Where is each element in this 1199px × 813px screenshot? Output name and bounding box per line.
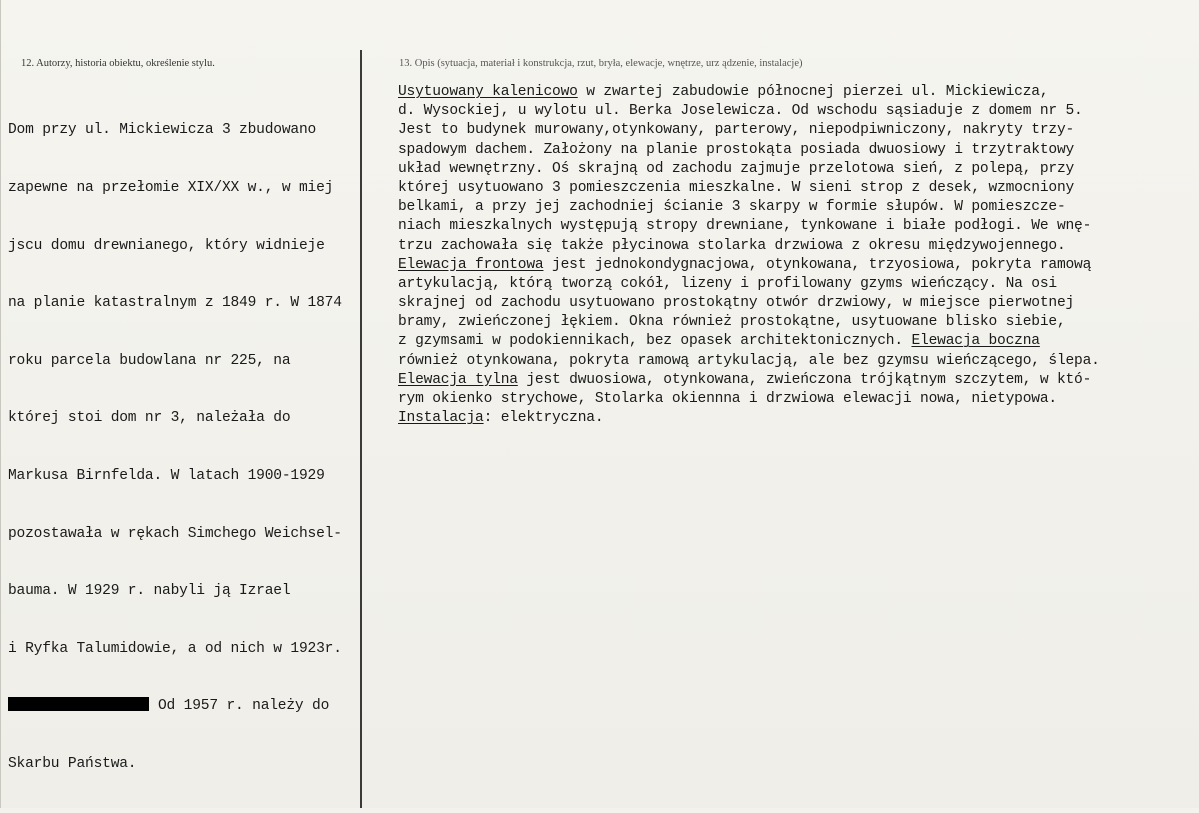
underlined-heading: Elewacja boczna bbox=[911, 333, 1040, 350]
description-line bbox=[398, 352, 1198, 371]
section-12-header: 12. Autorzy, historia obiektu, określenie stylu. bbox=[21, 58, 215, 69]
description-segment: w zwartej zabudowie północnej pierzei ul. Mickiewicza, bbox=[577, 84, 1049, 100]
description-segment: układ wewnętrzny. Oś skrajną od zachodu zajmuje przelotowa sień, z polepą, przy bbox=[398, 160, 1075, 177]
description-segment: skrajnej od zachodu usytuowano prostokątny otwór drzwiowy, w miejsce pierwotnej bbox=[398, 295, 1075, 312]
description-text bbox=[398, 83, 1198, 428]
description-line bbox=[398, 121, 1198, 140]
history-line: Skarbu Państwa. bbox=[8, 755, 137, 772]
history-line: bauma. W 1929 r. nabyli ją Izrael bbox=[8, 583, 291, 600]
description-line bbox=[398, 409, 1198, 428]
description-segment: jest dwuosiowa, otynkowana, zwieńczona trójkątnym szczytem, w któ- bbox=[517, 371, 1092, 388]
redaction-bar bbox=[8, 697, 149, 711]
description-line bbox=[398, 179, 1198, 198]
description-segment: d. Wysockiej, u wylotu ul. Berka Joselewicza. Od wschodu sąsiaduje z domem nr 5. bbox=[398, 103, 1083, 120]
history-line: na planie katastralnym z 1849 r. W 1874 bbox=[8, 295, 342, 312]
underlined-heading: Usytuowany kalenicowo bbox=[398, 84, 578, 100]
description-segment: trzu zachowała się także płycinowa stolarka drzwiowa z okresu międzywojennego. bbox=[398, 237, 1066, 254]
underlined-heading: Elewacja frontowa bbox=[398, 256, 544, 273]
description-segment: z gzymsami w podokiennikach, bez opasek architektonicznych. bbox=[398, 333, 912, 350]
history-line-redacted bbox=[8, 697, 358, 716]
description-line bbox=[398, 390, 1198, 409]
description-segment: artykulacją, którą tworzą cokół, lizeny i profilowany gzyms wieńczący. Na osi bbox=[398, 275, 1057, 292]
description-line bbox=[398, 294, 1198, 313]
description-segment: spadowym dachem. Założony na planie prostokąta posiada dwuosiowy i trzytraktowy bbox=[398, 141, 1075, 158]
description-line bbox=[398, 275, 1198, 294]
history-line: Markusa Birnfelda. W latach 1900-1929 bbox=[8, 467, 325, 484]
description-segment: rym okienko strychowe, Stolarka okiennna i drzwiowa elewacji nowa, nietypowa. bbox=[398, 391, 1057, 407]
description-line bbox=[398, 332, 1198, 351]
description-segment: : elektryczna. bbox=[483, 410, 604, 427]
description-segment: również otynkowana, pokryta ramową artykulacją, ale bez gzymsu wieńczącego, ślepa. bbox=[398, 352, 1100, 369]
description-segment: bramy, zwieńczonej łękiem. Okna również prostokątne, usytuowane blisko siebie, bbox=[398, 314, 1066, 331]
description-line bbox=[398, 160, 1198, 179]
description-line bbox=[398, 141, 1198, 160]
description-line bbox=[398, 237, 1198, 256]
history-line: i Ryfka Talumidowie, a od nich w 1923r. bbox=[8, 640, 342, 657]
description-segment: belkami, a przy jej zachodniej ścianie 3 skarpy w formie słupów. W pomieszcze- bbox=[398, 199, 1066, 216]
description-line bbox=[398, 313, 1198, 332]
history-line: Dom przy ul. Mickiewicza 3 zbudowano bbox=[8, 122, 317, 139]
description-segment: której usytuowano 3 pomieszczenia mieszkalne. W sieni strop z desek, wzmocniony bbox=[398, 179, 1075, 196]
history-line: której stoi dom nr 3, należała do bbox=[8, 410, 291, 427]
description-segment: Jest to budynek murowany,otynkowany, parterowy, niepodpiwniczony, nakryty trzy- bbox=[398, 122, 1075, 139]
description-line bbox=[398, 256, 1198, 275]
description-line bbox=[398, 217, 1198, 236]
underlined-heading: Instalacja bbox=[398, 410, 484, 427]
history-line: jscu domu drewnianego, który widnieje bbox=[8, 237, 325, 254]
description-line bbox=[398, 198, 1198, 217]
description-segment: jest jednokondygnacjowa, otynkowana, trzyosiowa, pokryta ramową bbox=[543, 256, 1092, 273]
history-text bbox=[8, 83, 358, 813]
history-line: pozostawała w rękach Simchego Weichsel- bbox=[8, 525, 342, 542]
history-line: roku parcela budowlana nr 225, na bbox=[8, 352, 291, 369]
history-line-text: Od 1957 r. należy do bbox=[158, 698, 330, 715]
history-line: zapewne na przełomie XIX/XX w., w miej bbox=[8, 180, 334, 196]
underlined-heading: Elewacja tylna bbox=[398, 371, 518, 388]
description-line bbox=[398, 102, 1198, 121]
section-13-header: 13. Opis (sytuacja, materiał i konstrukcja, rzut, bryła, elewacje, wnętrze, urz ądzenie, instalacje) bbox=[399, 58, 803, 69]
description-segment: niach mieszkalnych występują stropy drewniane, tynkowane i białe podłogi. We wnę- bbox=[398, 218, 1092, 235]
column-divider bbox=[360, 50, 362, 808]
description-line bbox=[398, 83, 1198, 102]
description-line bbox=[398, 371, 1198, 390]
